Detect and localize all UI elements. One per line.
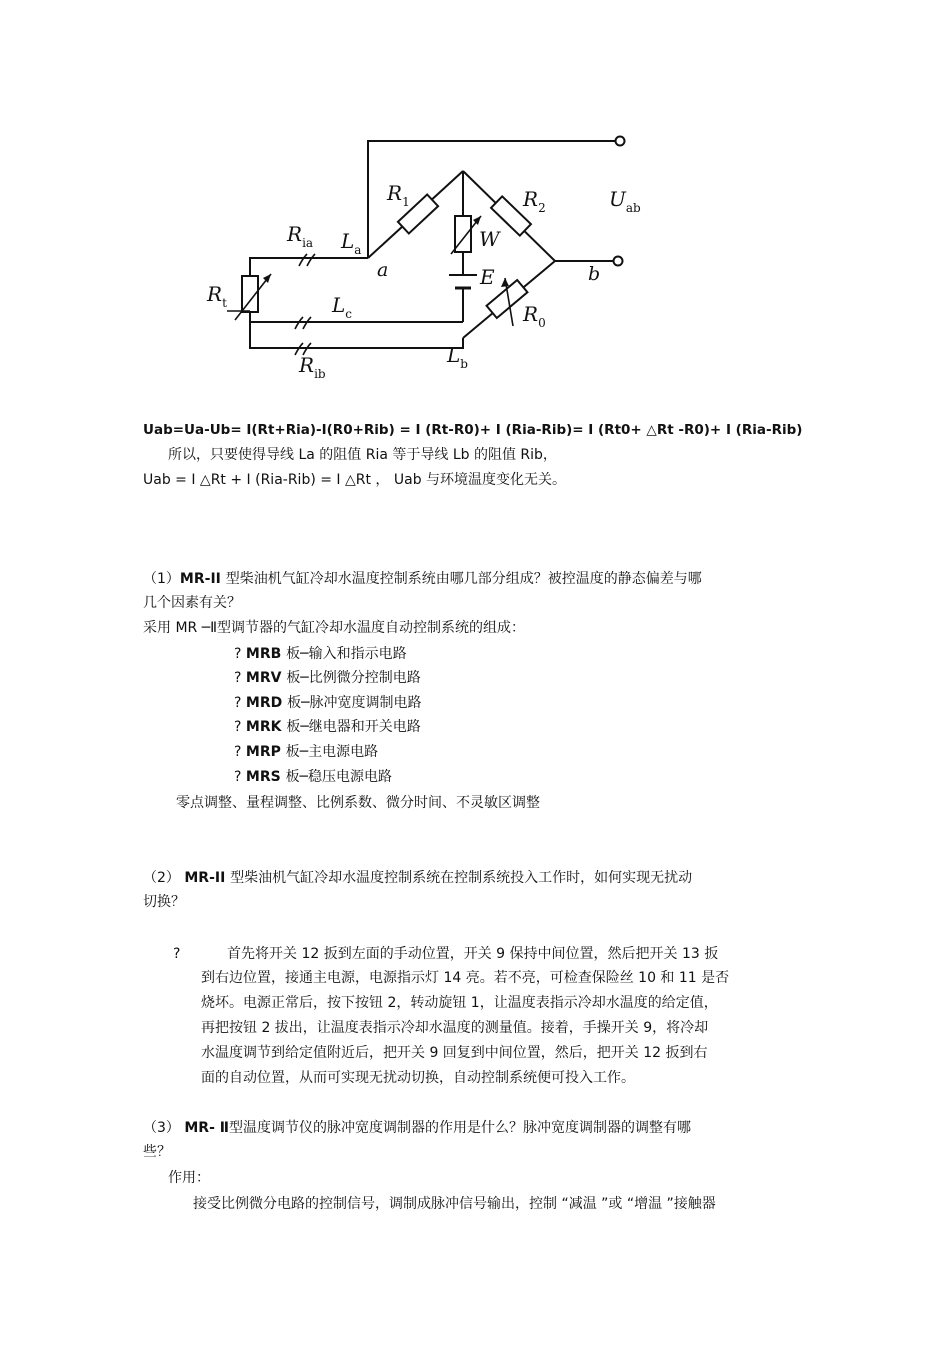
label-node-b: b — [588, 263, 601, 285]
label-node-a: a — [377, 259, 389, 281]
q3-label: 作用： — [168, 1170, 210, 1186]
label-uab: $U_{ab}$ — [609, 187, 641, 215]
q3-text: 接受比例微分电路的控制信号，调制成脉冲信号输出，控制 “减温 ”或 “增温 ”接触器 — [193, 1196, 716, 1212]
q2-bullet: ? — [173, 946, 181, 962]
label-rib: $R_{ib}$ — [299, 353, 326, 381]
q2-paragraph-line: 面的自动位置，从而可实现无扰动切换，自动控制系统便可投入工作。 — [201, 1070, 635, 1086]
label-r0: $R_0$ — [523, 302, 546, 330]
bridge-circuit-diagram — [195, 128, 655, 388]
q1-list-item: ? MRV 板─比例微分控制电路 — [234, 670, 421, 686]
formula-line-3: Uab = I △Rt + I (Ria-Rib) = I △Rt ， Uab 与环境温度变化无关。 — [143, 472, 567, 488]
label-e: E — [480, 265, 495, 289]
q1-list-item: ? MRB 板─输入和指示电路 — [234, 646, 407, 662]
q2-paragraph-line: 水温度调节到给定值附近后，把开关 9 回复到中间位置，然后，把开关 12 扳到右 — [201, 1045, 708, 1061]
label-r1: $R_1$ — [387, 181, 410, 209]
q1-title-line-1: （1）MR-II 型柴油机气缸冷却水温度控制系统由哪几部分组成？被控温度的静态偏差与哪 — [143, 571, 702, 587]
q3-title-line-1: （3） MR- Ⅱ型温度调节仪的脉冲宽度调制器的作用是什么？脉冲宽度调制器的调整有哪 — [143, 1120, 691, 1136]
formula-line-1: Uab=Ua-Ub= I(Rt+Ria)-I(R0+Rib) = I (Rt-R0)+ I (Ria-Rib)= I (Rt0+ △Rt -R0)+ I (Ria-Rib) — [143, 422, 803, 438]
formula-line-2: 所以，只要使得导线 La 的阻值 Ria 等于导线 Lb 的阻值 Rib， — [168, 447, 557, 463]
q2-title-line-1: （2） MR-II 型柴油机气缸冷却水温度控制系统在控制系统投入工作时，如何实现无扰动 — [143, 870, 693, 886]
q1-list-item: ? MRK 板─继电器和开关电路 — [234, 719, 421, 735]
label-lb: $L_b$ — [447, 343, 468, 371]
q1-factors: 零点调整、量程调整、比例系数、微分时间、不灵敏区调整 — [176, 795, 540, 811]
label-rt: $R_t$ — [207, 282, 227, 310]
q2-paragraph-line: 到右边位置，接通主电源，电源指示灯 14 亮。若不亮，可检查保险丝 10 和 11 是否 — [201, 970, 730, 986]
q2-title-line-2: 切换？ — [143, 894, 185, 910]
terminal-b — [614, 257, 623, 266]
label-w: W — [479, 227, 500, 251]
q1-title-line-2: 几个因素有关？ — [143, 595, 241, 611]
q2-paragraph-line: 烧坏。电源正常后，按下按钮 2，转动旋钮 1，让温度表指示冷却水温度的给定值， — [201, 995, 718, 1011]
q1-list-item: ? MRS 板─稳压电源电路 — [234, 769, 392, 785]
label-r2: $R_2$ — [523, 187, 546, 215]
q1-intro: 采用 MR ─Ⅱ型调节器的气缸冷却水温度自动控制系统的组成： — [143, 620, 526, 636]
wire-break-marks — [295, 254, 315, 355]
variable-resistor-r0-arrowhead — [501, 278, 509, 287]
terminal-uab-top — [616, 137, 625, 146]
label-la: $L_a$ — [341, 229, 362, 257]
q2-paragraph-line: 首先将开关 12 扳到左面的手动位置，开关 9 保持中间位置，然后把开关 13 扳 — [227, 946, 719, 962]
q1-list-item: ? MRD 板─脉冲宽度调制电路 — [234, 695, 422, 711]
label-lc: $L_c$ — [332, 293, 353, 321]
q3-title-line-2: 些？ — [143, 1144, 171, 1160]
q2-paragraph-line: 再把按钮 2 拔出，让温度表指示冷却水温度的测量值。接着，手操开关 9，将冷却 — [201, 1020, 709, 1036]
label-ria: $R_{ia}$ — [287, 222, 314, 250]
q1-list-item: ? MRP 板─主电源电路 — [234, 744, 379, 760]
